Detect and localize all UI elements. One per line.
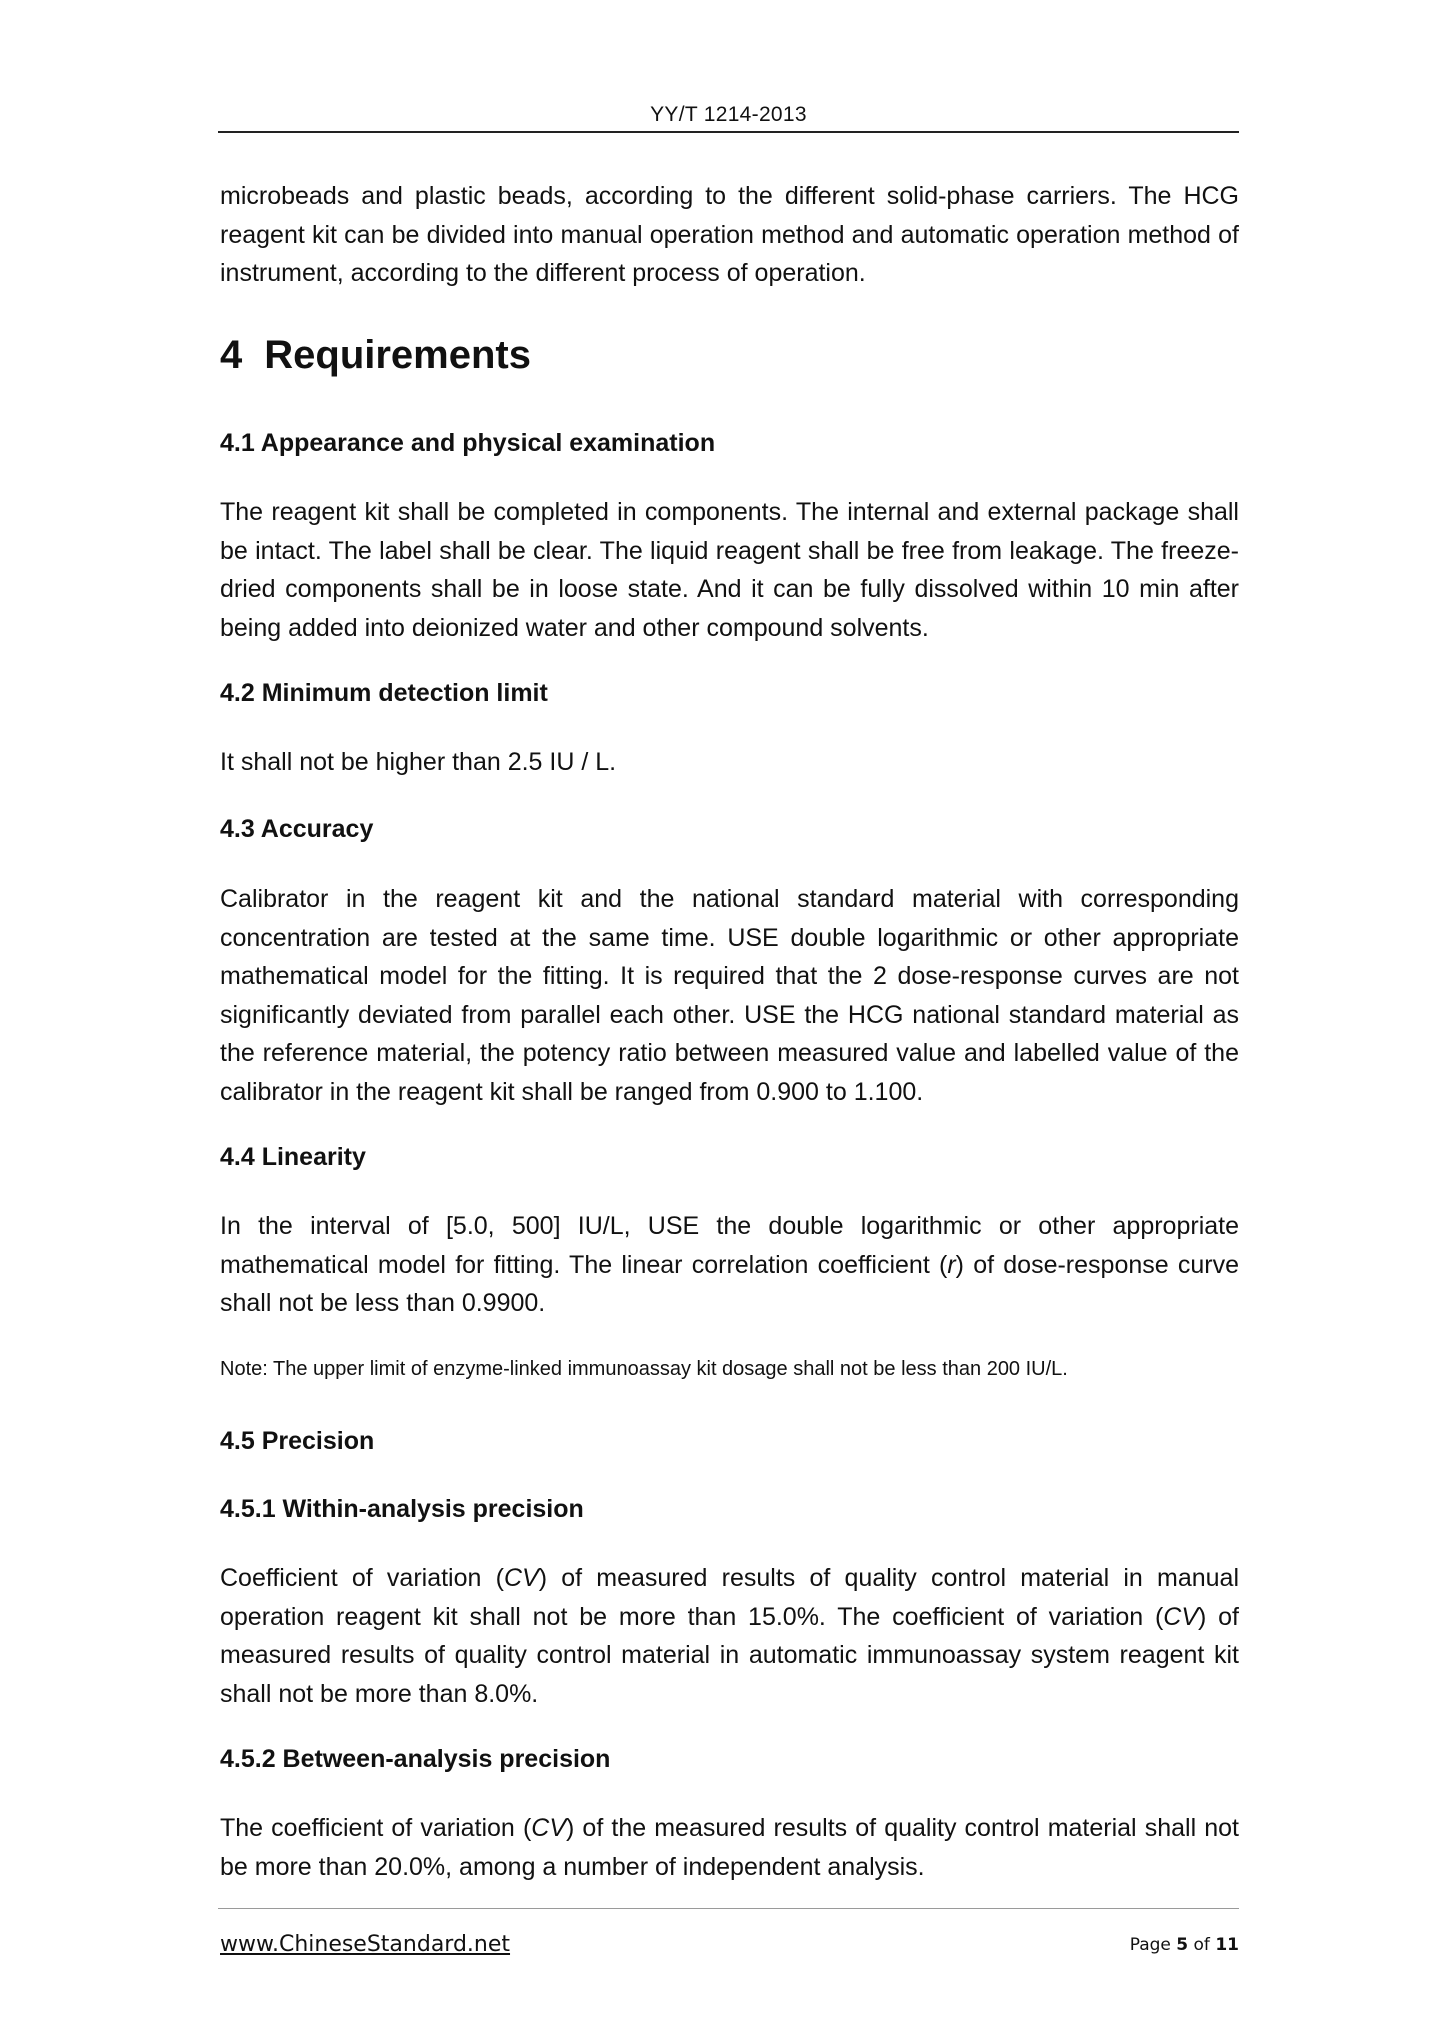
- heading-4-2: 4.2 Minimum detection limit: [220, 679, 548, 707]
- note-4-4: Note: The upper limit of enzyme-linked immunoassay kit dosage shall not be less than 200 IU/L.: [220, 1358, 1068, 1380]
- paragraph-4-5-1-part-c: ) of measured results of quality control material in automatic immunoassay system reagent kit shall not be more than 8.0%.: [220, 1602, 1239, 1708]
- current-page: 5: [1176, 1935, 1189, 1955]
- footer-website-link[interactable]: www.ChineseStandard.net: [220, 1932, 511, 1957]
- paragraph-4-5-2-part-a: The coefficient of variation (: [220, 1814, 532, 1842]
- header-rule: [218, 131, 1239, 133]
- paragraph-4-5-1-part-b: ) of measured results of quality control material in manual operation reagent kit shall not be more than 15.0%. The coefficient of variation (: [220, 1564, 1240, 1631]
- symbol-cv: CV: [1163, 1602, 1199, 1631]
- total-pages: 11: [1215, 1935, 1239, 1955]
- paragraph-4-5-1: [220, 1559, 1239, 1713]
- paragraph-4-4-part-a: In the interval of [5.0, 500] IU/L, USE the double logarithmic or other appropriate mathematical model for fitting. The linear correlation coefficient (: [220, 1212, 1239, 1279]
- page-label: Page: [1129, 1935, 1177, 1955]
- symbol-cv: CV: [503, 1564, 539, 1592]
- section-title: Requirements: [264, 333, 531, 377]
- symbol-r: r: [947, 1250, 956, 1279]
- footer-rule: [218, 1908, 1239, 1909]
- intro-paragraph: microbeads and plastic beads, according to the different solid-phase carriers. The HCG reagent kit can be divided into manual operation method and automatic operation method of instrument, according to the different process of operation.: [220, 182, 1239, 287]
- section-number: 4: [220, 333, 243, 377]
- heading-4-3: 4.3 Accuracy: [220, 815, 374, 843]
- paragraph-4-2: It shall not be higher than 2.5 IU / L.: [220, 748, 617, 776]
- paragraph-4-1: The reagent kit shall be completed in components. The internal and external package shall be intact. The label shall be clear. The liquid reagent shall be free from leakage. The freeze-dried components shall be in loose state. And it can be fully dissolved within 10 min after being added into deionized water and other compound solvents.: [220, 498, 1239, 642]
- section-4-heading: [220, 333, 531, 378]
- heading-4-5-1: 4.5.1 Within-analysis precision: [220, 1495, 584, 1523]
- paragraph-4-5-2-part-b: ) of the measured results of quality control material shall not be more than 20.0%, among a number of independent analysis.: [220, 1814, 1239, 1881]
- paragraph-4-4: [220, 1207, 1239, 1323]
- header-standard-code: YY/T 1214-2013: [650, 103, 807, 126]
- heading-4-4: 4.4 Linearity: [220, 1143, 366, 1171]
- heading-4-1: 4.1 Appearance and physical examination: [220, 429, 716, 457]
- paragraph-4-3: Calibrator in the reagent kit and the national standard material with corresponding concentration are tested at the same time. USE double logarithmic or other appropriate mathematical model for the fitting. It is required that the 2 dose-response curves are not significantly deviated from parallel each other. USE the HCG national standard material as the reference material, the potency ratio between measured value and labelled value of the calibrator in the reagent kit shall be ranged from 0.900 to 1.100.: [220, 885, 1239, 1106]
- footer-page-number: [1130, 1935, 1239, 1955]
- paragraph-4-4-part-b: ) of dose-response curve shall not be less than 0.9900.: [220, 1250, 1240, 1317]
- paragraph-4-5-1-part-a: Coefficient of variation (: [220, 1564, 504, 1592]
- heading-4-5-2: 4.5.2 Between-analysis precision: [220, 1745, 611, 1773]
- symbol-cv: CV: [531, 1814, 566, 1842]
- heading-4-5: 4.5 Precision: [220, 1427, 375, 1455]
- paragraph-4-5-2: [220, 1809, 1239, 1886]
- page-separator: of: [1188, 1935, 1216, 1955]
